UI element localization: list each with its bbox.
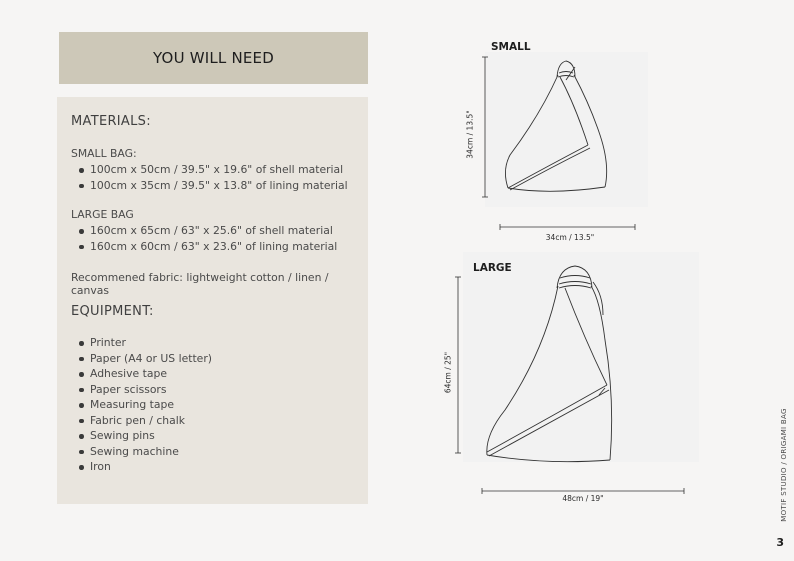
large-bag-drawing [475,260,695,470]
equipment-heading: EQUIPMENT: [71,304,154,319]
list-item: Adhesive tape [71,366,212,382]
page-number: 3 [776,536,784,549]
small-width-dimension-line [500,224,635,230]
list-item: Sewing machine [71,444,212,460]
list-item: 100cm x 35cm / 39.5" x 13.8" of lining material [71,178,348,194]
list-item: Fabric pen / chalk [71,413,212,429]
small-width-label: 34cm / 13.5" [545,233,595,242]
small-height-dimension-line [482,57,488,197]
small-bag-drawing [480,55,650,205]
large-height-dimension-line [455,277,461,453]
materials-heading: MATERIALS: [71,114,151,129]
large-height-label: 64cm / 25" [443,351,453,394]
list-item: Paper (A4 or US letter) [71,351,212,367]
list-item: 160cm x 65cm / 63" x 25.6" of shell material [71,223,337,239]
equipment-list [71,335,212,475]
large-bag-label: LARGE BAG [71,208,134,221]
header-band [59,32,368,84]
list-item: Paper scissors [71,382,212,398]
fabric-note: Recommened fabric: lightweight cotton / linen / canvas [71,271,329,297]
large-bag-list [71,223,337,254]
requirements-panel [57,97,368,504]
large-width-label: 48cm / 19" [562,494,604,503]
list-item: Printer [71,335,212,351]
list-item: Iron [71,459,212,475]
list-item: Measuring tape [71,397,212,413]
large-bag-label-title: LARGE [473,262,512,274]
list-item: 100cm x 50cm / 39.5" x 19.6" of shell material [71,162,348,178]
small-bag-label: SMALL BAG: [71,147,137,160]
page-title: YOU WILL NEED [153,49,274,67]
list-item: Sewing pins [71,428,212,444]
side-footer-text: MOTIF STUDIO / ORIGAMI BAG [780,408,788,522]
small-bag-label-title: SMALL [491,41,531,53]
small-height-label: 34cm / 13.5" [465,110,475,159]
small-bag-list [71,162,348,193]
list-item: 160cm x 60cm / 63" x 23.6" of lining material [71,239,337,255]
